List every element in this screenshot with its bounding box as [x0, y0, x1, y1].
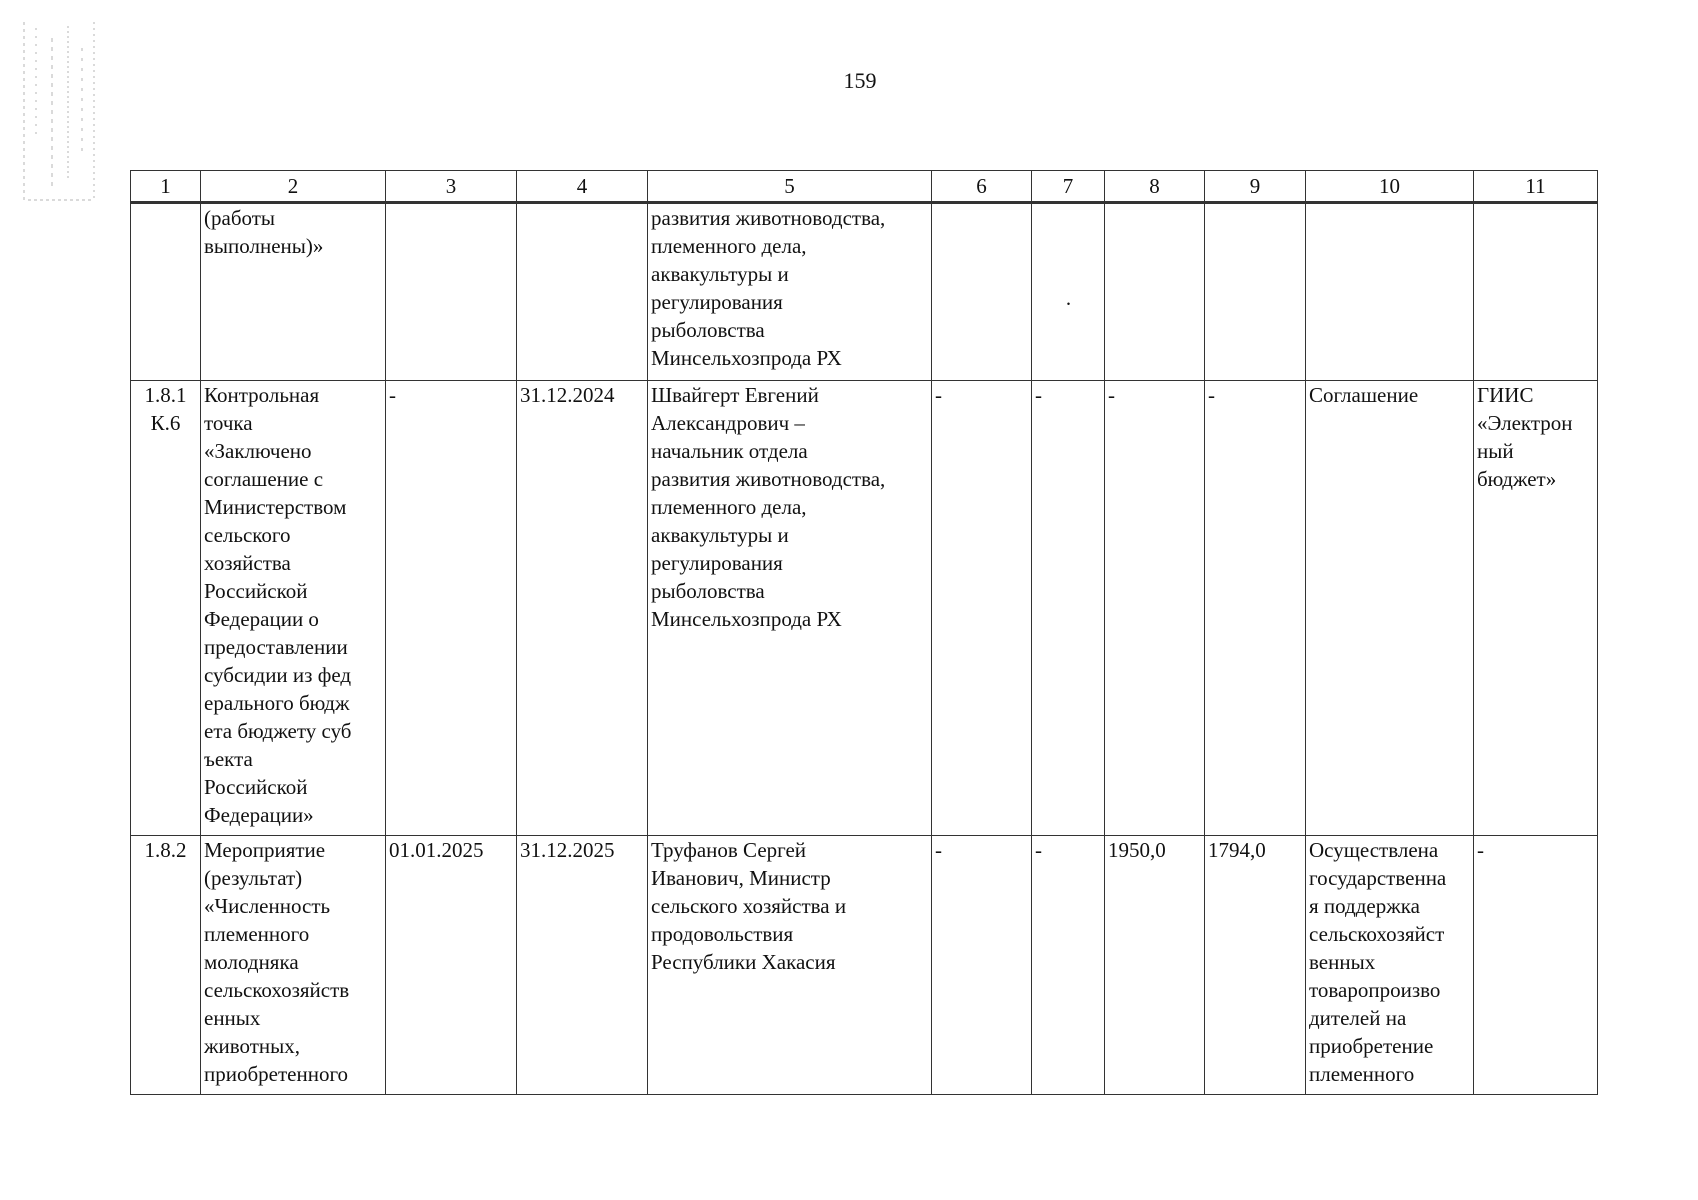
cell-col7: - [1032, 836, 1105, 1095]
column-header: 2 [201, 171, 386, 203]
cell-name: (работы выполнены)» [201, 203, 386, 381]
cell-col9: 1794,0 [1205, 836, 1306, 1095]
cell-start-date: - [386, 381, 517, 836]
column-header: 3 [386, 171, 517, 203]
cell-col11: - [1474, 836, 1598, 1095]
column-header: 6 [932, 171, 1032, 203]
cell-responsible: Швайгерт Евгений Александрович – начальник отдела развития животноводства, племенного дела, аквакультуры и регулирования рыболовства Минсельхозпрода РХ [648, 381, 932, 836]
column-header: 7 [1032, 171, 1105, 203]
cell-responsible: Труфанов Сергей Иванович, Министр сельского хозяйства и продовольствия Республики Хакасия [648, 836, 932, 1095]
cell-start-date: 01.01.2025 [386, 836, 517, 1095]
table-header-row [131, 171, 1598, 203]
table-row-1-8-2 [131, 836, 1598, 1095]
cell-col8: 1950,0 [1105, 836, 1205, 1095]
cell-end-date [517, 203, 648, 381]
cell-col11 [1474, 203, 1598, 381]
cell-number: 1.8.2 [131, 836, 201, 1095]
cell-col10: Соглашение [1306, 381, 1474, 836]
column-header: 4 [517, 171, 648, 203]
cell-col7: - [1032, 381, 1105, 836]
cell-start-date [386, 203, 517, 381]
program-table [130, 170, 1598, 1095]
cell-number: 1.8.1 К.6 [131, 381, 201, 836]
cell-col6: - [932, 836, 1032, 1095]
cell-col6 [932, 203, 1032, 381]
page-number: 159 [843, 68, 877, 93]
scan-artifact-mark [22, 18, 98, 208]
cell-col9: - [1205, 381, 1306, 836]
cell-col7 [1032, 203, 1105, 381]
cell-number [131, 203, 201, 381]
cell-responsible: развития животноводства, племенного дела, аквакультуры и регулирования рыболовства Минсельхозпрода РХ [648, 203, 932, 381]
column-header: 11 [1474, 171, 1598, 203]
cell-end-date: 31.12.2025 [517, 836, 648, 1095]
cell-col8 [1105, 203, 1205, 381]
column-header: 8 [1105, 171, 1205, 203]
cell-name: Мероприятие (результат) «Численность племенного молодняка сельскохозяйств енных животных, приобретенного [201, 836, 386, 1095]
table-row-1-8-1 [131, 381, 1598, 836]
table-row-continuation [131, 203, 1598, 381]
column-header: 5 [648, 171, 932, 203]
cell-end-date: 31.12.2024 [517, 381, 648, 836]
cell-name: Контрольная точка «Заключено соглашение с Министерством сельского хозяйства Российской Федерации о предоставлении субсидии из фед ерального бюдж ета бюджету суб ъекта Российской Федерации» [201, 381, 386, 836]
cell-col6: - [932, 381, 1032, 836]
cell-col10: Осуществлена государственна я поддержка сельскохозяйст венных товаропроизво дителей на приобретение племенного [1306, 836, 1474, 1095]
cell-col9 [1205, 203, 1306, 381]
column-header: 10 [1306, 171, 1474, 203]
cell-col11: ГИИС «Электрон ный бюджет» [1474, 381, 1598, 836]
column-header: 1 [131, 171, 201, 203]
cell-col8: - [1105, 381, 1205, 836]
dot-mark: . [1065, 286, 1072, 310]
cell-col10 [1306, 203, 1474, 381]
column-header: 9 [1205, 171, 1306, 203]
